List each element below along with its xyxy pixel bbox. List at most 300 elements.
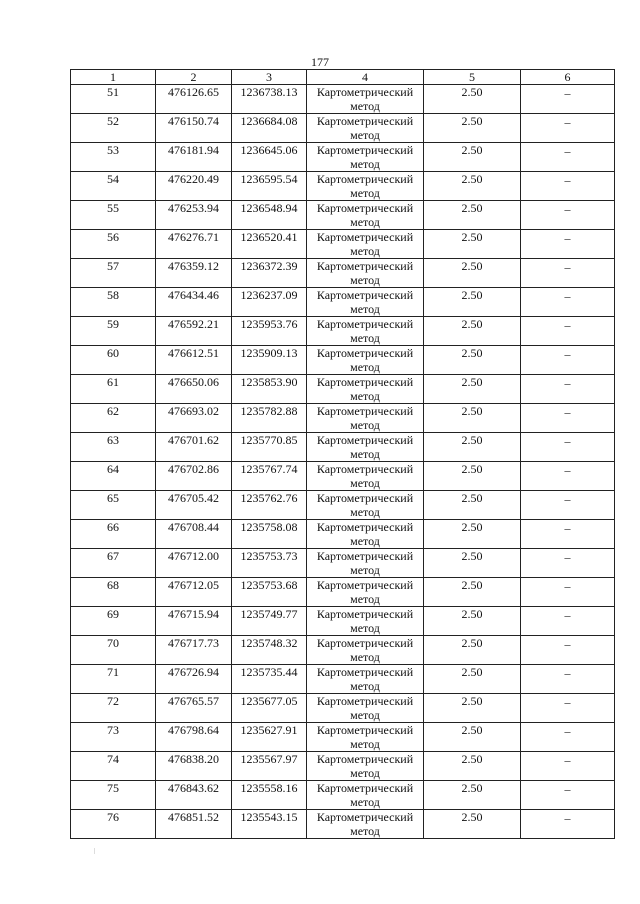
header-cell-3: 3 [232, 70, 307, 85]
method-cell [307, 665, 424, 694]
point-number-cell-text: 73 [107, 723, 119, 737]
method-cell-text: метод [350, 186, 380, 200]
x-coordinate-cell [156, 491, 232, 520]
method-cell-text: метод [350, 273, 380, 287]
y-coordinate-cell-text: 1235853.90 [240, 375, 298, 389]
note-cell-text: – [564, 666, 571, 680]
point-number-cell-text: 51 [107, 85, 119, 99]
x-coordinate-cell [156, 694, 232, 723]
y-coordinate-cell [232, 230, 307, 259]
method-cell-text: метод [350, 505, 380, 519]
table-row [71, 520, 615, 549]
accuracy-cell-text: 2.50 [461, 346, 483, 360]
x-coordinate-cell [156, 810, 232, 839]
method-cell-text: Картометрический [316, 781, 414, 795]
table-row [71, 230, 615, 259]
header-cell-1: 1 [71, 70, 156, 85]
y-coordinate-cell-text: 1236520.41 [240, 230, 298, 244]
method-cell-text: Картометрический [316, 491, 414, 505]
y-coordinate-cell-text: 1235558.16 [240, 781, 298, 795]
note-cell-text: – [564, 318, 571, 332]
table-row [71, 723, 615, 752]
note-cell-text: – [564, 115, 571, 129]
point-number-cell [71, 665, 156, 694]
point-number-cell [71, 346, 156, 375]
point-number-cell [71, 549, 156, 578]
accuracy-cell [424, 143, 521, 172]
table-row [71, 172, 615, 201]
point-number-cell-text: 59 [107, 317, 119, 331]
accuracy-cell-text: 2.50 [461, 665, 483, 679]
note-cell-text: – [564, 782, 571, 796]
y-coordinate-cell [232, 752, 307, 781]
x-coordinate-cell [156, 636, 232, 665]
method-cell-text: Картометрический [316, 578, 414, 592]
point-number-cell-text: 69 [107, 607, 119, 621]
point-number-cell-text: 75 [107, 781, 119, 795]
x-coordinate-cell-text: 476702.86 [168, 462, 219, 476]
point-number-cell [71, 810, 156, 839]
point-number-cell [71, 694, 156, 723]
accuracy-cell-text: 2.50 [461, 114, 483, 128]
method-cell-text: Картометрический [316, 694, 414, 708]
table-body [71, 70, 615, 839]
method-cell [307, 346, 424, 375]
table-row [71, 114, 615, 143]
method-cell-text: Картометрический [316, 549, 414, 563]
note-cell [521, 636, 615, 665]
note-cell-text: – [564, 289, 571, 303]
y-coordinate-cell [232, 665, 307, 694]
x-coordinate-cell [156, 433, 232, 462]
header-cell-5: 5 [424, 70, 521, 85]
accuracy-cell-text: 2.50 [461, 85, 483, 99]
accuracy-cell [424, 694, 521, 723]
method-cell [307, 520, 424, 549]
y-coordinate-cell [232, 201, 307, 230]
method-cell-text: метод [350, 215, 380, 229]
table-row [71, 259, 615, 288]
accuracy-cell [424, 781, 521, 810]
point-number-cell [71, 607, 156, 636]
point-number-cell-text: 74 [107, 752, 119, 766]
header-cell-6: 6 [521, 70, 615, 85]
table-row [71, 317, 615, 346]
point-number-cell-text: 58 [107, 288, 119, 302]
accuracy-cell [424, 114, 521, 143]
y-coordinate-cell-text: 1235567.97 [240, 752, 298, 766]
accuracy-cell-text: 2.50 [461, 549, 483, 563]
note-cell [521, 85, 615, 114]
note-cell [521, 346, 615, 375]
x-coordinate-cell-text: 476592.21 [168, 317, 219, 331]
method-cell-text: Картометрический [316, 172, 414, 186]
note-cell [521, 694, 615, 723]
x-coordinate-cell [156, 781, 232, 810]
y-coordinate-cell-text: 1235767.74 [240, 462, 298, 476]
table-row [71, 665, 615, 694]
x-coordinate-cell-text: 476838.20 [168, 752, 219, 766]
x-coordinate-cell-text: 476126.65 [168, 85, 219, 99]
method-cell [307, 810, 424, 839]
accuracy-cell [424, 607, 521, 636]
x-coordinate-cell [156, 114, 232, 143]
y-coordinate-cell [232, 288, 307, 317]
point-number-cell [71, 491, 156, 520]
y-coordinate-cell [232, 520, 307, 549]
accuracy-cell [424, 665, 521, 694]
point-number-cell [71, 752, 156, 781]
note-cell [521, 520, 615, 549]
method-cell-text: метод [350, 447, 380, 461]
point-number-cell-text: 67 [107, 549, 119, 563]
point-number-cell-text: 72 [107, 694, 119, 708]
table-row [71, 288, 615, 317]
point-number-cell [71, 85, 156, 114]
note-cell [521, 230, 615, 259]
table-row [71, 549, 615, 578]
x-coordinate-cell [156, 665, 232, 694]
y-coordinate-cell [232, 85, 307, 114]
y-coordinate-cell [232, 549, 307, 578]
page-number: 177 [311, 55, 329, 69]
point-number-cell [71, 375, 156, 404]
y-coordinate-cell [232, 404, 307, 433]
method-cell-text: Картометрический [316, 201, 414, 215]
accuracy-cell-text: 2.50 [461, 491, 483, 505]
method-cell [307, 85, 424, 114]
y-coordinate-cell-text: 1236684.08 [240, 114, 298, 128]
x-coordinate-cell [156, 317, 232, 346]
x-coordinate-cell-text: 476612.51 [168, 346, 219, 360]
point-number-cell-text: 68 [107, 578, 119, 592]
y-coordinate-cell [232, 114, 307, 143]
method-cell-text: метод [350, 708, 380, 722]
table-row [71, 578, 615, 607]
method-cell [307, 404, 424, 433]
method-cell [307, 433, 424, 462]
point-number-cell [71, 317, 156, 346]
method-cell-text: метод [350, 128, 380, 142]
method-cell-text: Картометрический [316, 259, 414, 273]
y-coordinate-cell [232, 375, 307, 404]
method-cell-text: Картометрический [316, 520, 414, 534]
accuracy-cell-text: 2.50 [461, 723, 483, 737]
method-cell-text: метод [350, 621, 380, 635]
point-number-cell [71, 462, 156, 491]
accuracy-cell-text: 2.50 [461, 694, 483, 708]
y-coordinate-cell-text: 1235753.68 [240, 578, 298, 592]
method-cell-text: метод [350, 824, 380, 838]
note-cell [521, 114, 615, 143]
note-cell-text: – [564, 753, 571, 767]
note-cell-text: – [564, 144, 571, 158]
point-number-cell [71, 230, 156, 259]
accuracy-cell [424, 317, 521, 346]
point-number-cell-text: 70 [107, 636, 119, 650]
accuracy-cell [424, 636, 521, 665]
x-coordinate-cell-text: 476708.44 [168, 520, 219, 534]
method-cell-text: Картометрический [316, 810, 414, 824]
method-cell [307, 288, 424, 317]
table-row [71, 752, 615, 781]
y-coordinate-cell-text: 1235627.91 [240, 723, 298, 737]
accuracy-cell [424, 346, 521, 375]
note-cell [521, 288, 615, 317]
coordinates-table [70, 69, 615, 839]
note-cell-text: – [564, 347, 571, 361]
header-cell-2: 2 [156, 70, 232, 85]
method-cell [307, 549, 424, 578]
method-cell-text: метод [350, 534, 380, 548]
y-coordinate-cell-text: 1236645.06 [240, 143, 298, 157]
accuracy-cell [424, 375, 521, 404]
y-coordinate-cell-text: 1235748.32 [240, 636, 298, 650]
method-cell [307, 694, 424, 723]
y-coordinate-cell [232, 491, 307, 520]
note-cell-text: – [564, 811, 571, 825]
point-number-cell-text: 52 [107, 114, 119, 128]
x-coordinate-cell [156, 752, 232, 781]
x-coordinate-cell-text: 476220.49 [168, 172, 219, 186]
method-cell-text: Картометрический [316, 607, 414, 621]
x-coordinate-cell [156, 578, 232, 607]
x-coordinate-cell [156, 404, 232, 433]
accuracy-cell [424, 578, 521, 607]
y-coordinate-cell [232, 607, 307, 636]
scan-artifact [94, 848, 95, 854]
point-number-cell [71, 723, 156, 752]
method-cell [307, 491, 424, 520]
method-cell-text: Картометрический [316, 462, 414, 476]
note-cell [521, 752, 615, 781]
note-cell [521, 781, 615, 810]
method-cell-text: Картометрический [316, 375, 414, 389]
x-coordinate-cell [156, 462, 232, 491]
table-row [71, 781, 615, 810]
method-cell-text: метод [350, 563, 380, 577]
note-cell [521, 578, 615, 607]
x-coordinate-cell-text: 476650.06 [168, 375, 219, 389]
x-coordinate-cell-text: 476253.94 [168, 201, 219, 215]
accuracy-cell-text: 2.50 [461, 462, 483, 476]
table-row [71, 346, 615, 375]
accuracy-cell-text: 2.50 [461, 636, 483, 650]
method-cell [307, 607, 424, 636]
x-coordinate-cell [156, 520, 232, 549]
method-cell-text: Картометрический [316, 723, 414, 737]
y-coordinate-cell [232, 259, 307, 288]
accuracy-cell-text: 2.50 [461, 781, 483, 795]
note-cell-text: – [564, 260, 571, 274]
point-number-cell-text: 64 [107, 462, 119, 476]
accuracy-cell-text: 2.50 [461, 143, 483, 157]
note-cell-text: – [564, 521, 571, 535]
point-number-cell-text: 76 [107, 810, 119, 824]
table-row [71, 607, 615, 636]
y-coordinate-cell [232, 781, 307, 810]
note-cell [521, 491, 615, 520]
accuracy-cell-text: 2.50 [461, 810, 483, 824]
method-cell [307, 172, 424, 201]
y-coordinate-cell-text: 1236237.09 [240, 288, 298, 302]
table-row [71, 810, 615, 839]
method-cell [307, 636, 424, 665]
note-cell [521, 404, 615, 433]
x-coordinate-cell [156, 85, 232, 114]
note-cell-text: – [564, 492, 571, 506]
y-coordinate-cell [232, 317, 307, 346]
x-coordinate-cell [156, 607, 232, 636]
method-cell-text: Картометрический [316, 433, 414, 447]
y-coordinate-cell-text: 1235909.13 [240, 346, 298, 360]
x-coordinate-cell-text: 476843.62 [168, 781, 219, 795]
table-row [71, 143, 615, 172]
accuracy-cell [424, 85, 521, 114]
method-cell-text: метод [350, 157, 380, 171]
point-number-cell [71, 578, 156, 607]
note-cell-text: – [564, 550, 571, 564]
x-coordinate-cell [156, 259, 232, 288]
accuracy-cell-text: 2.50 [461, 607, 483, 621]
x-coordinate-cell-text: 476150.74 [168, 114, 219, 128]
method-cell-text: метод [350, 476, 380, 490]
note-cell-text: – [564, 724, 571, 738]
method-cell [307, 230, 424, 259]
x-coordinate-cell [156, 346, 232, 375]
method-cell-text: Картометрический [316, 752, 414, 766]
point-number-cell-text: 53 [107, 143, 119, 157]
accuracy-cell-text: 2.50 [461, 375, 483, 389]
y-coordinate-cell [232, 694, 307, 723]
table-row [71, 694, 615, 723]
point-number-cell [71, 259, 156, 288]
method-cell-text: Картометрический [316, 665, 414, 679]
note-cell [521, 462, 615, 491]
y-coordinate-cell-text: 1235758.08 [240, 520, 298, 534]
y-coordinate-cell [232, 810, 307, 839]
point-number-cell-text: 63 [107, 433, 119, 447]
y-coordinate-cell-text: 1235735.44 [240, 665, 298, 679]
note-cell [521, 259, 615, 288]
method-cell-text: Картометрический [316, 404, 414, 418]
point-number-cell-text: 54 [107, 172, 119, 186]
method-cell-text: метод [350, 592, 380, 606]
point-number-cell-text: 62 [107, 404, 119, 418]
table-row [71, 375, 615, 404]
method-cell-text: Картометрический [316, 317, 414, 331]
method-cell-text: Картометрический [316, 636, 414, 650]
x-coordinate-cell [156, 549, 232, 578]
table-row [71, 636, 615, 665]
note-cell [521, 375, 615, 404]
accuracy-cell-text: 2.50 [461, 520, 483, 534]
point-number-cell [71, 404, 156, 433]
note-cell [521, 172, 615, 201]
note-cell-text: – [564, 434, 571, 448]
x-coordinate-cell-text: 476712.05 [168, 578, 219, 592]
note-cell [521, 201, 615, 230]
y-coordinate-cell-text: 1235762.76 [240, 491, 298, 505]
x-coordinate-cell [156, 375, 232, 404]
point-number-cell [71, 201, 156, 230]
y-coordinate-cell-text: 1236548.94 [240, 201, 298, 215]
point-number-cell-text: 56 [107, 230, 119, 244]
method-cell-text: метод [350, 389, 380, 403]
method-cell-text: метод [350, 795, 380, 809]
method-cell-text: Картометрический [316, 288, 414, 302]
point-number-cell [71, 143, 156, 172]
point-number-cell-text: 61 [107, 375, 119, 389]
table-row [71, 491, 615, 520]
note-cell [521, 723, 615, 752]
header-cell-4: 4 [307, 70, 424, 85]
x-coordinate-cell-text: 476765.57 [168, 694, 219, 708]
y-coordinate-cell [232, 723, 307, 752]
accuracy-cell [424, 404, 521, 433]
method-cell-text: метод [350, 766, 380, 780]
point-number-cell-text: 65 [107, 491, 119, 505]
note-cell-text: – [564, 463, 571, 477]
table-row [71, 433, 615, 462]
note-cell-text: – [564, 608, 571, 622]
accuracy-cell [424, 288, 521, 317]
accuracy-cell [424, 433, 521, 462]
method-cell [307, 723, 424, 752]
accuracy-cell-text: 2.50 [461, 201, 483, 215]
note-cell [521, 810, 615, 839]
x-coordinate-cell-text: 476715.94 [168, 607, 219, 621]
x-coordinate-cell-text: 476181.94 [168, 143, 219, 157]
note-cell-text: – [564, 202, 571, 216]
y-coordinate-cell-text: 1236372.39 [240, 259, 298, 273]
method-cell-text: метод [350, 737, 380, 751]
y-coordinate-cell [232, 346, 307, 375]
accuracy-cell [424, 549, 521, 578]
method-cell-text: Картометрический [316, 114, 414, 128]
accuracy-cell-text: 2.50 [461, 259, 483, 273]
x-coordinate-cell-text: 476359.12 [168, 259, 219, 273]
note-cell [521, 665, 615, 694]
method-cell-text: Картометрический [316, 85, 414, 99]
y-coordinate-cell [232, 143, 307, 172]
x-coordinate-cell [156, 230, 232, 259]
note-cell-text: – [564, 231, 571, 245]
method-cell [307, 317, 424, 346]
point-number-cell-text: 66 [107, 520, 119, 534]
accuracy-cell-text: 2.50 [461, 172, 483, 186]
note-cell-text: – [564, 405, 571, 419]
method-cell [307, 114, 424, 143]
x-coordinate-cell [156, 143, 232, 172]
point-number-cell-text: 60 [107, 346, 119, 360]
point-number-cell [71, 288, 156, 317]
point-number-cell-text: 55 [107, 201, 119, 215]
note-cell-text: – [564, 637, 571, 651]
accuracy-cell [424, 723, 521, 752]
point-number-cell [71, 433, 156, 462]
method-cell-text: метод [350, 302, 380, 316]
y-coordinate-cell-text: 1235543.15 [240, 810, 298, 824]
note-cell [521, 317, 615, 346]
method-cell [307, 259, 424, 288]
note-cell-text: – [564, 579, 571, 593]
y-coordinate-cell [232, 462, 307, 491]
method-cell-text: Картометрический [316, 143, 414, 157]
accuracy-cell [424, 491, 521, 520]
accuracy-cell [424, 520, 521, 549]
x-coordinate-cell [156, 723, 232, 752]
